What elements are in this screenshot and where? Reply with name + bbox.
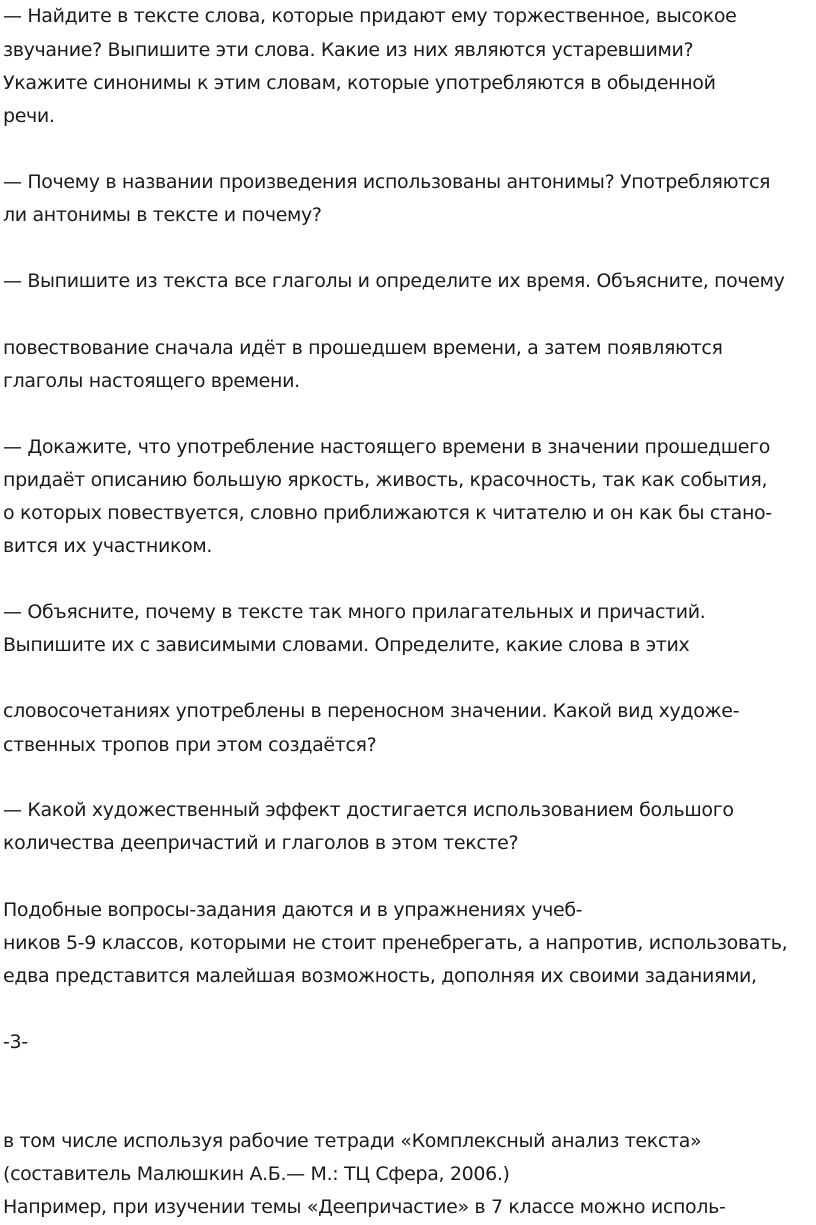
- text-line: — Почему в названии произведения использованы антонимы? Употребляются: [3, 171, 771, 193]
- text-line: звучание? Выпишите эти слова. Какие из них являются устаревшими?: [3, 39, 694, 61]
- text-line: Например, при изучении темы «Деепричастие» в 7 классе можно исполь-: [3, 1196, 726, 1218]
- text-line: в том числе используя рабочие тетради «Комплексный анализ текста»: [3, 1130, 702, 1152]
- text-line: едва представится малейшая возможность, дополняя их своими заданиями,: [3, 965, 757, 987]
- text-line: ственных тропов при этом создаётся?: [3, 734, 377, 756]
- text-line: количества деепричастий и глаголов в этом тексте?: [3, 832, 519, 854]
- text-line: речи.: [3, 105, 55, 127]
- text-line: — Найдите в тексте слова, которые придают ему торжественное, высокое: [3, 5, 737, 27]
- text-line: — Докажите, что употребление настоящего времени в значении прошедшего: [3, 436, 771, 458]
- text-line: глаголы настоящего времени.: [3, 370, 300, 392]
- text-line: — Какой художественный эффект достигается использованием большого: [3, 799, 734, 821]
- text-line: — Объясните, почему в тексте так много прилагательных и причастий.: [3, 601, 706, 623]
- text-line: Укажите синонимы к этим словам, которые употребляются в обыденной: [3, 72, 716, 94]
- text-line: Подобные вопросы-задания даются и в упражнениях учеб-: [3, 899, 583, 921]
- text-line: (составитель Малюшкин А.Б.— М.: ТЦ Сфера, 2006.): [3, 1163, 510, 1185]
- text-line: повествование сначала идёт в прошедшем времени, а затем появляются: [3, 337, 723, 359]
- text-line: ли антонимы в тексте и почему?: [3, 204, 322, 226]
- text-line: вится их участником.: [3, 535, 213, 557]
- text-line: придаёт описанию большую яркость, живость, красочность, так как события,: [3, 469, 768, 491]
- text-line: о которых повествуется, словно приближаются к читателю и он как бы стано-: [3, 502, 772, 524]
- text-line: ников 5-9 классов, которыми не стоит пренебрегать, а напротив, использовать,: [3, 932, 788, 954]
- text-line: Выпишите их с зависимыми словами. Определите, какие слова в этих: [3, 634, 690, 656]
- text-line: словосочетаниях употреблены в переносном значении. Какой вид художе-: [3, 700, 740, 722]
- page-number: -3-: [3, 1031, 28, 1053]
- text-line: — Выпишите из текста все глаголы и определите их время. Объясните, почему: [3, 270, 785, 292]
